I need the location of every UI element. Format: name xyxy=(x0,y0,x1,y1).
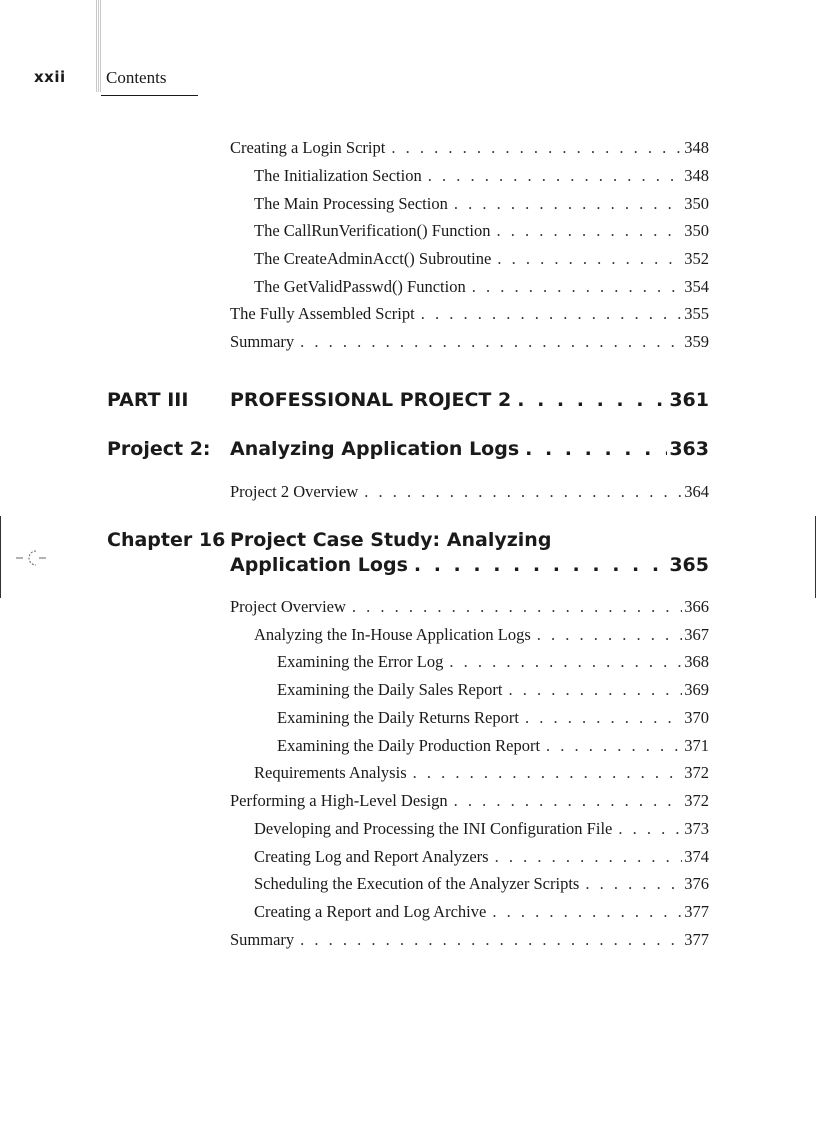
toc-entry-title: Examining the Error Log xyxy=(277,652,444,671)
part-title: PROFESSIONAL PROJECT 2 xyxy=(230,389,512,411)
toc-entry-title: The Fully Assembled Script xyxy=(230,304,415,323)
dot-leader xyxy=(428,165,683,187)
dot-leader xyxy=(300,929,682,951)
dot-leader xyxy=(414,553,667,578)
dot-leader xyxy=(517,388,667,413)
toc-entry[interactable] xyxy=(254,762,709,784)
part-page: 361 xyxy=(669,389,709,411)
toc-entry-page: 350 xyxy=(684,221,709,240)
dot-leader xyxy=(300,331,682,353)
dot-leader xyxy=(454,790,683,812)
toc-entry[interactable] xyxy=(254,165,709,187)
toc-entry-title: Analyzing the In-House Application Logs xyxy=(254,625,531,644)
toc-entry-page: 372 xyxy=(684,791,709,810)
crop-mark-left xyxy=(0,516,1,598)
dot-leader xyxy=(391,137,682,159)
dot-leader xyxy=(472,276,683,298)
toc-entry[interactable] xyxy=(254,193,709,215)
toc-entry[interactable] xyxy=(277,707,709,729)
dot-leader xyxy=(495,846,683,868)
toc-entry-title: The GetValidPasswd() Function xyxy=(254,277,466,296)
toc-entry-title: The Initialization Section xyxy=(254,166,422,185)
toc-entry[interactable] xyxy=(230,303,709,325)
dot-leader xyxy=(525,707,682,729)
chapter-entry[interactable] xyxy=(230,553,709,578)
dot-leader xyxy=(546,735,682,757)
toc-entry-page: 374 xyxy=(684,847,709,866)
toc-entry[interactable] xyxy=(254,818,709,840)
toc-entry-page: 354 xyxy=(684,277,709,296)
toc-entry-page: 348 xyxy=(684,138,709,157)
toc-entry-title: Examining the Daily Sales Report xyxy=(277,680,503,699)
project-title: Analyzing Application Logs xyxy=(230,438,520,460)
project-entry[interactable] xyxy=(230,437,709,462)
toc-entry-title: Performing a High-Level Design xyxy=(230,791,448,810)
toc-entry-title: Developing and Processing the INI Configuration File xyxy=(254,819,613,838)
toc-entry-title: Requirements Analysis xyxy=(254,763,407,782)
toc-entry-page: 370 xyxy=(684,708,709,727)
toc-entry-page: 359 xyxy=(684,332,709,351)
toc-entry-page: 371 xyxy=(684,736,709,755)
dot-leader xyxy=(449,651,682,673)
chapter-title-line2: Application Logs xyxy=(230,554,408,576)
toc-entry[interactable] xyxy=(254,220,709,242)
toc-entry-page: 377 xyxy=(684,902,709,921)
toc-entry[interactable] xyxy=(230,790,709,812)
toc-entry-page: 376 xyxy=(684,874,709,893)
dot-leader xyxy=(496,220,682,242)
toc-entry[interactable] xyxy=(277,679,709,701)
chapter-page: 365 xyxy=(669,554,709,576)
project-page: 363 xyxy=(669,438,709,460)
toc-entry-title: The Main Processing Section xyxy=(254,194,448,213)
toc-entry-title: Project 2 Overview xyxy=(230,482,359,501)
toc-entry-page: 369 xyxy=(684,680,709,699)
dot-leader xyxy=(525,437,667,462)
dot-leader xyxy=(508,679,682,701)
toc-entry-page: 367 xyxy=(684,625,709,644)
toc-entry-page: 377 xyxy=(684,930,709,949)
toc-entry-page: 350 xyxy=(684,194,709,213)
dot-leader xyxy=(413,762,683,784)
toc-entry[interactable] xyxy=(230,596,709,618)
header-rule xyxy=(101,95,198,96)
binding-edge-line xyxy=(96,0,101,92)
toc-entry[interactable] xyxy=(254,624,709,646)
toc-entry-title: Summary xyxy=(230,332,295,351)
dot-leader xyxy=(454,193,682,215)
toc-entry[interactable] xyxy=(254,873,709,895)
toc-entry[interactable] xyxy=(254,901,709,923)
toc-entry-title: Examining the Daily Returns Report xyxy=(277,708,519,727)
toc-entry-title: Creating a Report and Log Archive xyxy=(254,902,487,921)
running-head: Contents xyxy=(106,68,167,87)
toc-entry-page: 364 xyxy=(684,482,709,501)
toc-entry[interactable] xyxy=(254,276,709,298)
toc-entry-title: The CreateAdminAcct() Subroutine xyxy=(254,249,492,268)
toc-entry-page: 355 xyxy=(684,304,709,323)
dot-leader xyxy=(497,248,682,270)
toc-entry-title: The CallRunVerification() Function xyxy=(254,221,491,240)
dot-leader xyxy=(364,481,682,503)
chapter-title-line1[interactable]: Project Case Study: Analyzing xyxy=(230,529,552,551)
toc-entry-page: 348 xyxy=(684,166,709,185)
toc-entry[interactable] xyxy=(277,735,709,757)
page-number: xxii xyxy=(34,68,66,86)
toc-entry[interactable] xyxy=(230,929,709,951)
dot-leader xyxy=(585,873,682,895)
toc-entry-page: 366 xyxy=(684,597,709,616)
part-entry[interactable] xyxy=(230,388,709,413)
project-label: Project 2: xyxy=(107,438,211,460)
toc-entry-page: 373 xyxy=(684,819,709,838)
toc-entry[interactable] xyxy=(277,651,709,673)
dot-leader xyxy=(352,596,682,618)
toc-entry-page: 352 xyxy=(684,249,709,268)
dot-leader xyxy=(618,818,682,840)
dot-leader xyxy=(537,624,682,646)
registration-mark-icon xyxy=(16,548,46,568)
toc-entry-title: Examining the Daily Production Report xyxy=(277,736,541,755)
dot-leader xyxy=(492,901,682,923)
toc-entry-title: Creating Log and Report Analyzers xyxy=(254,847,489,866)
part-label: PART III xyxy=(107,389,189,411)
chapter-label: Chapter 16 xyxy=(107,529,226,551)
toc-entry-title: Creating a Login Script xyxy=(230,138,386,157)
toc-entry[interactable] xyxy=(254,248,709,270)
toc-entry-page: 368 xyxy=(684,652,709,671)
toc-entry[interactable] xyxy=(230,481,709,503)
toc-entry-page: 372 xyxy=(684,763,709,782)
toc-entry-title: Scheduling the Execution of the Analyzer Scripts xyxy=(254,874,580,893)
toc-entry-title: Summary xyxy=(230,930,295,949)
toc-entry[interactable] xyxy=(230,137,709,159)
toc-entry[interactable] xyxy=(230,331,709,353)
toc-entry-title: Project Overview xyxy=(230,597,346,616)
dot-leader xyxy=(421,303,683,325)
toc-entry[interactable] xyxy=(254,846,709,868)
